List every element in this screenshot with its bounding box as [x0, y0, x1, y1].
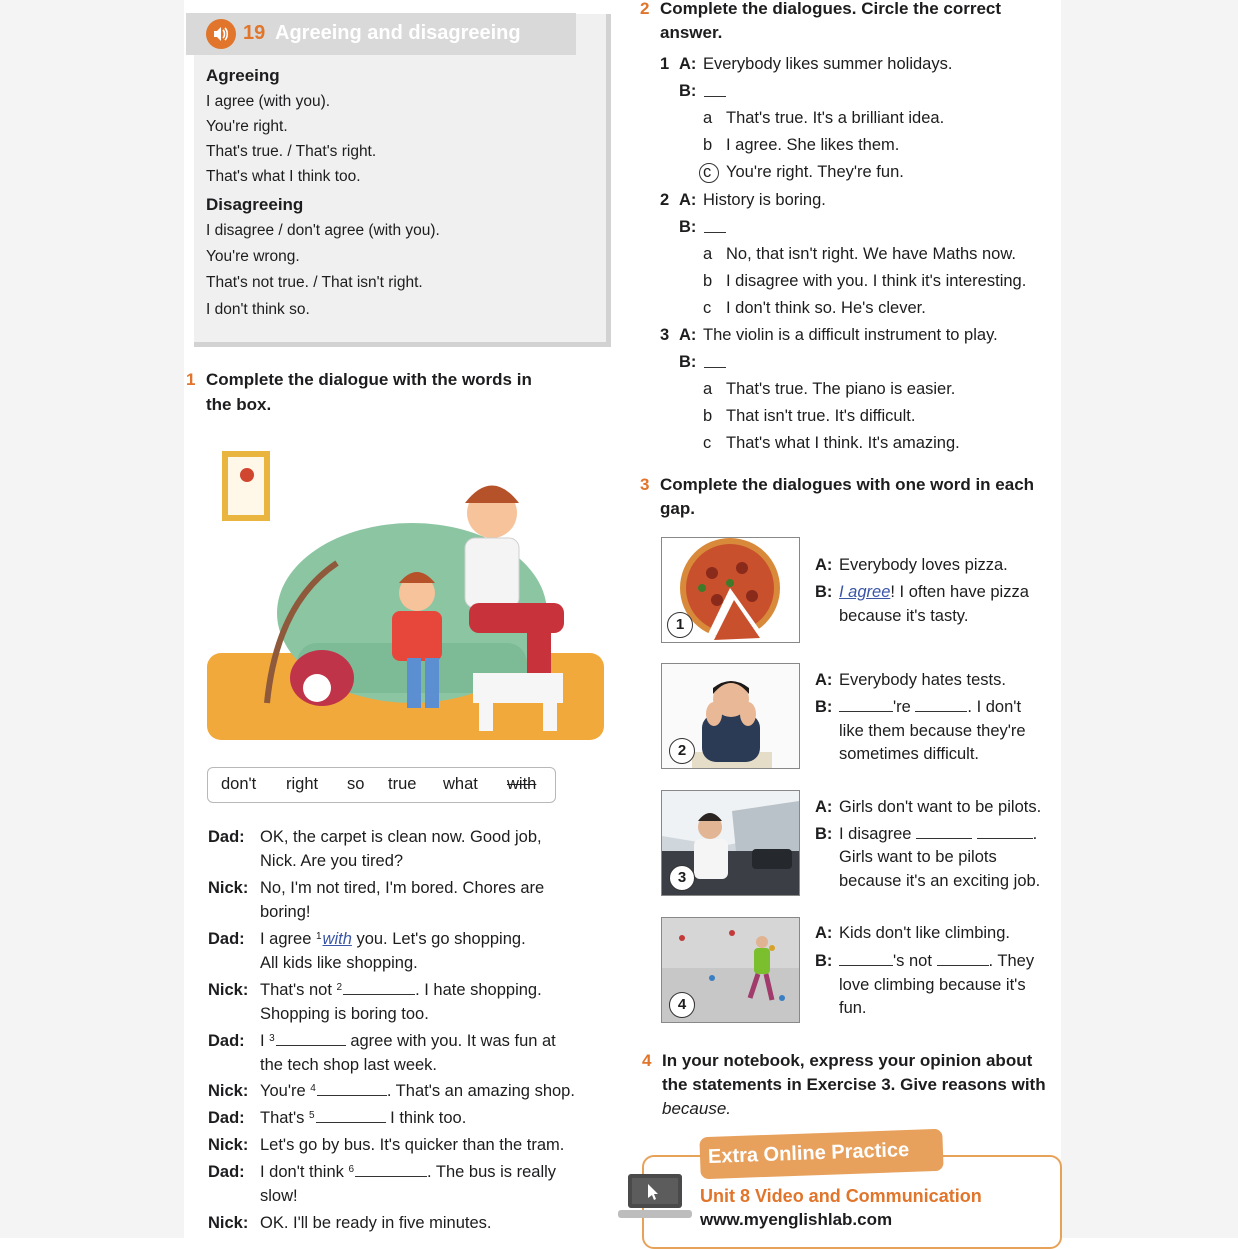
b-response	[839, 696, 1021, 718]
word-box-item: don't	[221, 775, 257, 793]
gap-number: 4	[310, 1083, 316, 1094]
a-statement: Everybody likes summer holidays.	[703, 55, 953, 73]
speaker-label: Dad:	[208, 1163, 245, 1181]
a-statement: History is boring.	[703, 191, 826, 209]
dialogue-line: Shopping is boring too.	[260, 1005, 429, 1023]
speaker-label: Dad:	[208, 1032, 245, 1050]
b-label: B:	[679, 82, 697, 100]
a-label: A:	[815, 798, 833, 816]
b-label: B:	[679, 353, 697, 371]
dialogue-line: the tech shop last week.	[260, 1056, 438, 1074]
ex2-item-number: 3	[660, 326, 670, 344]
dialogue-text: That's not	[260, 981, 337, 999]
disagreeing-phrase: I don't think so.	[206, 301, 310, 318]
dialogue-text: I don't think	[260, 1163, 349, 1181]
word-box-item: what	[443, 775, 478, 793]
ex3-number: 3	[640, 475, 650, 494]
b-label: B:	[815, 698, 833, 716]
b-response: fun.	[839, 999, 867, 1017]
speaker-label: Nick:	[208, 1214, 249, 1232]
a-label: A:	[815, 924, 833, 942]
ex1-instruction: Complete the dialogue with the words in	[206, 370, 532, 389]
a-statement: Girls don't want to be pilots.	[839, 798, 1042, 816]
dialogue-text: I think too.	[385, 1109, 467, 1127]
a-statement: Kids don't like climbing.	[839, 924, 1010, 942]
option-letter: a	[703, 380, 713, 398]
ex2-item-number: 1	[660, 55, 670, 73]
audio-speaker-icon[interactable]	[206, 19, 236, 49]
ex4-instruction: In your notebook, express your opinion about	[662, 1051, 1033, 1070]
dialogue-line	[260, 979, 542, 1001]
pilot-photo	[661, 790, 800, 896]
dialogue-line: Let's go by bus. It's quicker than the tram.	[260, 1136, 565, 1154]
gap-number: 5	[309, 1110, 315, 1121]
a-statement: Everybody hates tests.	[839, 671, 1006, 689]
dialogue-line	[260, 928, 526, 950]
dialogue-text: 's not	[893, 952, 932, 970]
dialogue-text: You're	[260, 1082, 311, 1100]
option-letter: c	[703, 163, 712, 181]
option-letter: a	[703, 245, 713, 263]
dialogue-text: . I hate shopping.	[415, 981, 542, 999]
option-letter: b	[703, 136, 713, 154]
answer-gap[interactable]	[839, 697, 893, 712]
dialogue-text: I disagree	[839, 825, 912, 843]
answer-gap[interactable]	[915, 697, 967, 712]
handwritten-answer: I agree	[839, 583, 891, 601]
answer-gap[interactable]	[704, 82, 726, 97]
b-label: B:	[815, 825, 833, 843]
bored-student-photo	[661, 663, 800, 769]
b-response: Girls want to be pilots	[839, 848, 997, 866]
photo-number: 2	[669, 738, 695, 764]
dialogue-text: I	[260, 1032, 270, 1050]
ex2-item-number: 2	[660, 191, 670, 209]
option-letter: c	[703, 434, 712, 452]
grammar-box-number: 19	[243, 22, 266, 44]
dialogue-line: All kids like shopping.	[260, 954, 418, 972]
dialogue-line	[260, 1161, 556, 1183]
ex2-number: 2	[640, 0, 650, 18]
b-response: sometimes difficult.	[839, 745, 979, 763]
agreeing-phrase: I agree (with you).	[206, 93, 331, 110]
answer-gap[interactable]	[937, 951, 989, 966]
dialogue-line: slow!	[260, 1187, 298, 1205]
a-label: A:	[679, 55, 697, 73]
a-label: A:	[679, 191, 697, 209]
photo-number: 4	[669, 992, 695, 1018]
agreeing-phrase: You're right.	[206, 118, 288, 135]
dialogue-text: . I don't	[967, 698, 1022, 716]
word-box-item-crossed: with	[507, 775, 537, 793]
b-response	[839, 581, 1029, 603]
grammar-box-title: Agreeing and disagreeing	[275, 22, 521, 44]
answer-gap[interactable]	[916, 824, 972, 839]
speaker-label: Nick:	[208, 879, 249, 897]
ex1-number: 1	[186, 370, 196, 389]
answer-gap[interactable]	[317, 1081, 387, 1096]
disagreeing-phrase: You're wrong.	[206, 248, 300, 265]
dialogue-line: Nick. Are you tired?	[260, 852, 404, 870]
dialogue-text: .	[1032, 825, 1038, 843]
agreeing-heading: Agreeing	[206, 66, 280, 85]
answer-gap[interactable]	[704, 218, 726, 233]
disagreeing-phrase: That's not true. / That isn't right.	[206, 274, 423, 291]
a-statement: The violin is a difficult instrument to play.	[703, 326, 998, 344]
ex4-instruction: the statements in Exercise 3. Give reasons with	[662, 1075, 1046, 1094]
answer-gap[interactable]	[704, 353, 726, 368]
b-response: love climbing because it's	[839, 976, 1026, 994]
b-label: B:	[815, 952, 833, 970]
dialogue-text: you. Let's go shopping.	[351, 930, 526, 948]
word-box-item: so	[347, 775, 365, 793]
option-letter: a	[703, 109, 713, 127]
option-text[interactable]: I agree. She likes them.	[726, 136, 900, 154]
dialogue-line: boring!	[260, 903, 311, 921]
ex3-instruction: Complete the dialogues with one word in each	[660, 475, 1035, 494]
dialogue-line: OK, the carpet is clean now. Good job,	[260, 828, 542, 846]
dialogue-text: I agree	[260, 930, 316, 948]
speaker-label: Dad:	[208, 930, 245, 948]
option-letter: c	[703, 299, 712, 317]
answer-gap[interactable]	[276, 1031, 346, 1046]
option-letter: b	[703, 407, 713, 425]
word-box	[207, 767, 556, 803]
speaker-label: Dad:	[208, 828, 245, 846]
climbing-wall-photo	[661, 917, 800, 1023]
photo-number: 3	[669, 865, 695, 891]
dialogue-line	[260, 1080, 575, 1102]
agreeing-phrase: That's what I think too.	[206, 168, 361, 185]
option-text[interactable]: I disagree with you. I think it's interesting.	[726, 272, 1027, 290]
option-text[interactable]: You're right. They're fun.	[726, 163, 904, 181]
a-label: A:	[815, 556, 833, 574]
dialogue-line	[260, 1107, 466, 1129]
speaker-label: Nick:	[208, 1082, 249, 1100]
dialogue-line: OK. I'll be ready in five minutes.	[260, 1214, 492, 1232]
dialogue-text: That's	[260, 1109, 310, 1127]
option-text[interactable]: No, that isn't right. We have Maths now.	[726, 245, 1016, 263]
answer-gap[interactable]	[355, 1162, 427, 1177]
option-text[interactable]: I don't think so. He's clever.	[726, 299, 926, 317]
word-box-item: right	[286, 775, 319, 793]
speaker-label: Nick:	[208, 981, 249, 999]
pizza-photo	[661, 537, 800, 643]
a-statement: Everybody loves pizza.	[839, 556, 1008, 574]
b-label: B:	[679, 218, 697, 236]
ex4-instruction: because.	[662, 1099, 731, 1118]
photo-number: 1	[667, 612, 693, 638]
disagreeing-phrase: I disagree / don't agree (with you).	[206, 222, 440, 239]
b-response: because it's an exciting job.	[839, 872, 1041, 890]
a-label: A:	[815, 671, 833, 689]
option-text[interactable]: That's true. It's a brilliant idea.	[726, 109, 945, 127]
word-box-item: true	[388, 775, 417, 793]
agreeing-phrase: That's true. / That's right.	[206, 143, 377, 160]
laptop-icon	[618, 1172, 692, 1224]
dad-and-nick-illustration	[207, 443, 604, 740]
disagreeing-heading: Disagreeing	[206, 195, 304, 214]
answer-gap[interactable]	[977, 824, 1033, 839]
online-practice-tab	[699, 1129, 943, 1179]
gap-number: 2	[336, 982, 343, 993]
answer-gap[interactable]	[316, 1108, 386, 1123]
speaker-label: Dad:	[208, 1109, 245, 1127]
option-letter: b	[703, 272, 713, 290]
dialogue-line: No, I'm not tired, I'm bored. Chores are	[260, 879, 545, 897]
answer-gap[interactable]	[839, 951, 893, 966]
dialogue-text: ! I often have pizza	[890, 583, 1029, 601]
online-practice-title: Unit 8 Video and Communication	[700, 1186, 982, 1206]
online-practice-url[interactable]: www.myenglishlab.com	[700, 1210, 893, 1229]
dialogue-text: . That's an amazing shop.	[386, 1082, 575, 1100]
ex3-instruction: gap.	[660, 499, 695, 518]
dialogue-text: . The bus is really	[427, 1163, 557, 1181]
ex2-instruction: answer.	[660, 23, 723, 42]
ex4-number: 4	[642, 1051, 652, 1070]
option-text[interactable]: That's true. The piano is easier.	[726, 380, 956, 398]
a-label: A:	[679, 326, 697, 344]
speaker-label: Nick:	[208, 1136, 249, 1154]
gap-number: 3	[269, 1033, 275, 1044]
dialogue-text: agree with you. It was fun at	[345, 1032, 556, 1050]
ex2-instruction: Complete the dialogues. Circle the correct	[660, 0, 1002, 18]
option-text[interactable]: That isn't true. It's difficult.	[726, 407, 916, 425]
ex1-instruction: the box.	[206, 395, 272, 414]
dialogue-text: . They	[988, 952, 1035, 970]
dialogue-line	[260, 1030, 556, 1052]
option-text[interactable]: That's what I think. It's amazing.	[726, 434, 960, 452]
b-label: B:	[815, 583, 833, 601]
handwritten-answer: with	[322, 930, 352, 948]
b-response: because it's tasty.	[839, 607, 969, 625]
gap-number: 1	[315, 931, 322, 942]
b-response: like them because they're	[839, 722, 1026, 740]
answer-gap[interactable]	[343, 980, 415, 995]
b-response	[839, 823, 1037, 845]
dialogue-text: 're	[893, 698, 911, 716]
gap-number: 6	[348, 1164, 355, 1175]
b-response	[839, 950, 1034, 972]
online-practice-tab-label: Extra Online Practice	[707, 1138, 910, 1168]
